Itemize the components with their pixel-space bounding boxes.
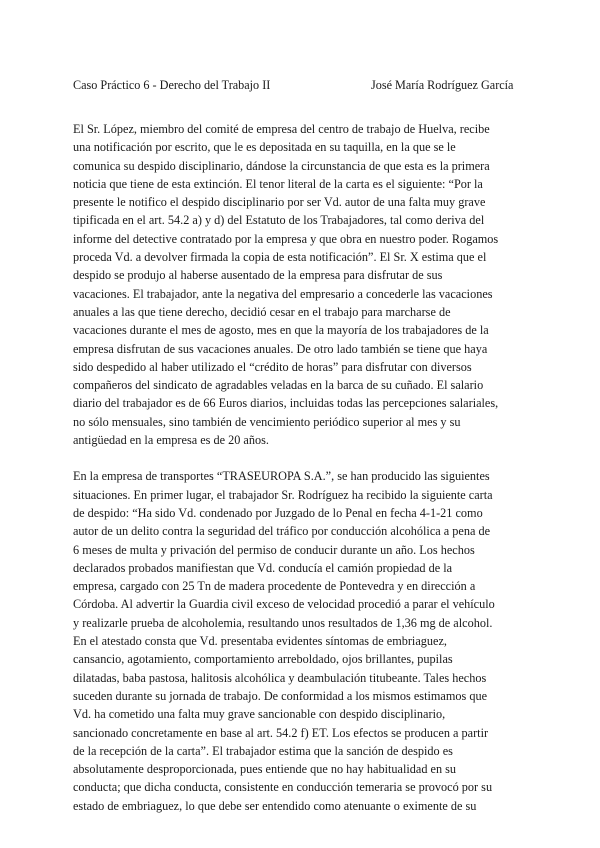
paragraph-case-traseuropa: [73, 467, 533, 815]
text-line: tipificada en el art. 54.2 a) y d) del Estatuto de los Trabajadores, tal como deriva del: [73, 213, 485, 228]
text-line: vacaciones. El trabajador, ante la negativa del empresario a concederle las vacaciones: [73, 286, 493, 301]
text-line: Córdoba. Al advertir la Guardia civil exceso de velocidad procedió a parar el vehículo: [73, 597, 495, 612]
document-body: [73, 120, 533, 833]
text-line: informe del detective contratado por la empresa y que obra en nuestro poder. Rogamos: [73, 231, 499, 246]
text-line: dilatadas, baba pastosa, halitosis alcohólica y deambulación titubeante. Tales hechos: [73, 670, 487, 685]
text-line: En la empresa de transportes “TRASEUROPA S.A.”, se han producido las siguientes: [73, 469, 490, 484]
text-line: de despido: “Ha sido Vd. condenado por Juzgado de lo Penal en fecha 4-1-21 como: [73, 505, 483, 520]
text-line: empresa, cargado con 25 Tn de madera procedente de Pontevedra y en dirección a: [73, 579, 476, 594]
text-line: El Sr. López, miembro del comité de empresa del centro de trabajo de Huelva, recibe: [73, 122, 490, 136]
text-line: suceden durante su jornada de trabajo. De conformidad a los mismos estimamos que: [73, 688, 488, 703]
text-line: situaciones. En primer lugar, el trabajador Sr. Rodríguez ha recibido la siguiente carta: [73, 487, 493, 502]
paragraph-case-lopez: [73, 120, 533, 449]
text-line: sido despedido al haber utilizado el “crédito de horas” para disfrutar con diversos: [73, 359, 472, 374]
text-line: de la recepción de la carta”. El trabajador estima que la sanción de despido es: [73, 743, 453, 758]
text-line: comunica su despido disciplinario, dándose la circunstancia de que esta es la primera: [73, 158, 490, 173]
text-line: anuales a las que tiene derecho, decidió cesar en el trabajo para marcharse de: [73, 304, 451, 319]
text-line: una notificación por escrito, que le es depositada en su taquilla, en la que se le: [73, 140, 456, 155]
text-line: presente le notifico el despido disciplinario por ser Vd. autor de una falta muy grave: [73, 195, 486, 210]
text-line: sancionado concretamente en base al art. 54.2 f) ET. Los efectos se producen a partir: [73, 725, 489, 740]
text-line: Vd. ha cometido una falta muy grave sancionable con despido disciplinario,: [73, 707, 446, 722]
text-line: y realizarle prueba de alcoholemia, resultando unos resultados de 1,36 mg de alcohol.: [73, 615, 493, 630]
text-line: compañeros del sindicato de agradables veladas en la barca de su cuñado. El salario: [73, 378, 484, 393]
text-line: declarados probados manifiestan que Vd. conducía el camión propiedad de la: [73, 560, 453, 575]
text-line: diario del trabajador es de 66 Euros diarios, incluidas todas las percepciones salariales,: [73, 396, 499, 411]
text-line: cansancio, agotamiento, comportamiento arreboldado, ojos brillantes, pupilas: [73, 652, 453, 667]
header-author-name: José María Rodríguez García: [371, 78, 514, 92]
text-line: noticia que tiene de esta extinción. El tenor literal de la carta es el siguiente: “Por la: [73, 176, 483, 191]
text-line: 6 meses de multa y privación del permiso de conducir durante un año. Los hechos: [73, 542, 475, 557]
text-line: antigüedad en la empresa es de 20 años.: [73, 433, 269, 448]
text-line: estado de embriaguez, lo que debe ser entendido como atenuante o eximente de su: [73, 798, 477, 813]
page-header: [73, 76, 533, 94]
text-line: En el atestado consta que Vd. presentaba evidentes síntomas de embriaguez,: [73, 634, 447, 649]
text-line: proceda Vd. a devolver firmada la copia de esta notificación”. El Sr. X estima que el: [73, 250, 487, 265]
text-line: no sólo mensuales, sino también de vencimiento periódico superior al mes y su: [73, 414, 461, 429]
text-line: autor de un delito contra la seguridad del tráfico por conducción alcohólica a pena de: [73, 524, 491, 539]
text-line: empresa disfrutan de sus vacaciones anuales. De otro lado también se tiene que haya: [73, 341, 488, 356]
header-course-title: Caso Práctico 6 - Derecho del Trabajo II: [73, 78, 271, 92]
text-line: absolutamente desproporcionada, pues entiende que no hay habitualidad en su: [73, 762, 457, 777]
text-line: conducta; que dicha conducta, consistente en conducción temeraria se provocó por su: [73, 780, 493, 795]
text-line: vacaciones durante el mes de agosto, mes en que la mayoría de los trabajadores de la: [73, 323, 489, 338]
text-line: despido se produjo al haberse ausentado de la empresa para disfrutar de sus: [73, 268, 443, 283]
